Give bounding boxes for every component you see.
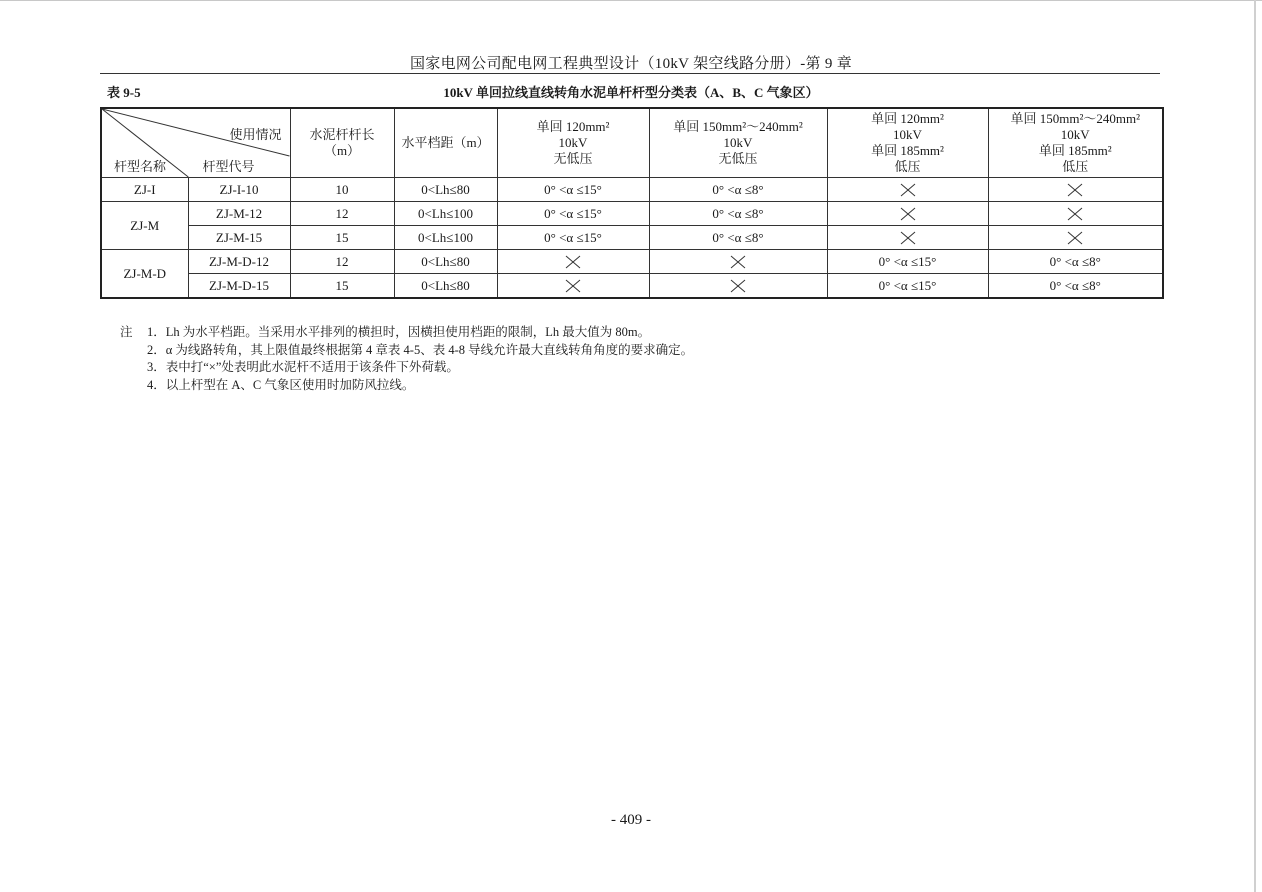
condition-header-2 (649, 108, 827, 178)
length-cell: 10 (290, 178, 394, 202)
header-line: 单回 120mm² (536, 119, 610, 134)
pole-name-cell: ZJ-M-D (101, 250, 188, 299)
note-text: 3．表中打“×”处表明此水泥杆不适用于该条件下外荷载。 (147, 360, 459, 374)
header-line: 单回 185mm² (871, 143, 944, 158)
header-line: 10kV (1060, 127, 1090, 142)
condition-cell: 0° <α ≤15° (497, 226, 649, 250)
condition-cell: 0° <α ≤8° (988, 274, 1163, 299)
condition-cell (497, 250, 649, 274)
cross-icon (900, 207, 916, 221)
table-row (101, 202, 1163, 226)
header-line: 无低压 (553, 151, 593, 166)
pole-name-cell: ZJ-I (101, 178, 188, 202)
condition-cell (827, 226, 988, 250)
span-cell: 0<Lh≤100 (394, 202, 497, 226)
condition-cell (988, 226, 1163, 250)
note-text: 2．α 为线路转角，其上限值最终根据第 4 章表 4-5、表 4-8 导线允许最大直线转角角度的要求确定。 (147, 342, 694, 357)
header-line: 低压 (894, 159, 921, 174)
span-cell: 0<Lh≤80 (394, 250, 497, 274)
condition-cell (988, 202, 1163, 226)
notes-block (120, 324, 693, 394)
pole-code-cell: ZJ-M-D-12 (188, 250, 290, 274)
pole-code-header: 杆型代号 (202, 159, 255, 174)
table-header-row (101, 108, 1163, 178)
cross-icon (1067, 231, 1083, 245)
header-line: 单回 185mm² (1038, 143, 1112, 158)
cross-icon (1067, 183, 1083, 197)
diagonal-header-cell (101, 108, 290, 178)
pole-name-cell: ZJ-M (101, 202, 188, 250)
page-number: - 409 - (611, 812, 651, 828)
page-border-top (0, 0, 1262, 1)
note-item (120, 324, 693, 342)
pole-code-cell: ZJ-M-D-15 (188, 274, 290, 299)
condition-cell: 0° <α ≤15° (497, 178, 649, 202)
length-cell: 15 (290, 226, 394, 250)
note-text: 4．以上杆型在 A、C 气象区使用时加防风拉线。 (147, 377, 415, 392)
header-line: 低压 (1062, 159, 1089, 174)
pole-code-cell: ZJ-M-12 (188, 202, 290, 226)
table-title: 10kV 单回拉线直线转角水泥单杆杆型分类表（A、B、C 气象区） (443, 85, 819, 100)
cross-icon (1067, 207, 1083, 221)
pole-code-cell: ZJ-I-10 (188, 178, 290, 202)
header-line: 单回 120mm² (871, 111, 944, 126)
length-header-line: 水泥杆杆长 (309, 127, 375, 142)
length-header (290, 108, 394, 178)
span-cell: 0<Lh≤100 (394, 226, 497, 250)
condition-cell (988, 178, 1163, 202)
pole-name-header: 杆型名称 (114, 159, 167, 174)
length-cell: 12 (290, 202, 394, 226)
page-border-right (1254, 0, 1256, 892)
table-row (101, 178, 1163, 202)
cross-icon (900, 231, 916, 245)
note-item (120, 342, 693, 360)
table-row (101, 226, 1163, 250)
cross-icon (565, 255, 581, 269)
span-cell: 0<Lh≤80 (394, 178, 497, 202)
condition-cell (649, 250, 827, 274)
condition-cell: 0° <α ≤8° (988, 250, 1163, 274)
notes-label: 注 (120, 325, 133, 339)
header-line: 单回 150mm²～240mm² (1010, 111, 1140, 126)
table-row (101, 250, 1163, 274)
condition-cell: 0° <α ≤15° (827, 274, 988, 299)
table-number: 表 9-5 (107, 85, 141, 100)
table-row (101, 274, 1163, 299)
condition-cell (827, 178, 988, 202)
span-header: 水平档距（m） (394, 108, 497, 178)
header-line: 10kV (558, 135, 588, 150)
header-line: 单回 150mm²～240mm² (673, 119, 803, 134)
header-line: 10kV (893, 127, 922, 142)
cross-icon (730, 255, 746, 269)
condition-header-3 (827, 108, 988, 178)
note-item (120, 359, 693, 377)
page-header: 国家电网公司配电网工程典型设计（10kV 架空线路分册）-第 9 章 (409, 56, 852, 72)
length-header-unit: （m） (323, 143, 361, 158)
cross-icon (900, 183, 916, 197)
condition-cell (497, 274, 649, 299)
span-cell: 0<Lh≤80 (394, 274, 497, 299)
condition-cell: 0° <α ≤8° (649, 178, 827, 202)
condition-cell: 0° <α ≤15° (497, 202, 649, 226)
note-item (120, 377, 693, 395)
pole-code-cell: ZJ-M-15 (188, 226, 290, 250)
condition-cell: 0° <α ≤8° (649, 202, 827, 226)
condition-header-1 (497, 108, 649, 178)
condition-header-4 (988, 108, 1163, 178)
header-line: 无低压 (718, 151, 758, 166)
length-cell: 15 (290, 274, 394, 299)
condition-cell (827, 202, 988, 226)
header-rule (100, 73, 1160, 74)
header-line: 10kV (723, 135, 753, 150)
condition-cell: 0° <α ≤15° (827, 250, 988, 274)
cross-icon (730, 279, 746, 293)
note-text: 1．Lh 为水平档距。当采用水平排列的横担时，因横担使用档距的限制，Lh 最大值为 80m。 (147, 325, 651, 339)
condition-cell: 0° <α ≤8° (649, 226, 827, 250)
pole-classification-table (100, 107, 1164, 299)
cross-icon (565, 279, 581, 293)
length-cell: 12 (290, 250, 394, 274)
condition-cell (649, 274, 827, 299)
usage-header: 使用情况 (229, 127, 282, 142)
